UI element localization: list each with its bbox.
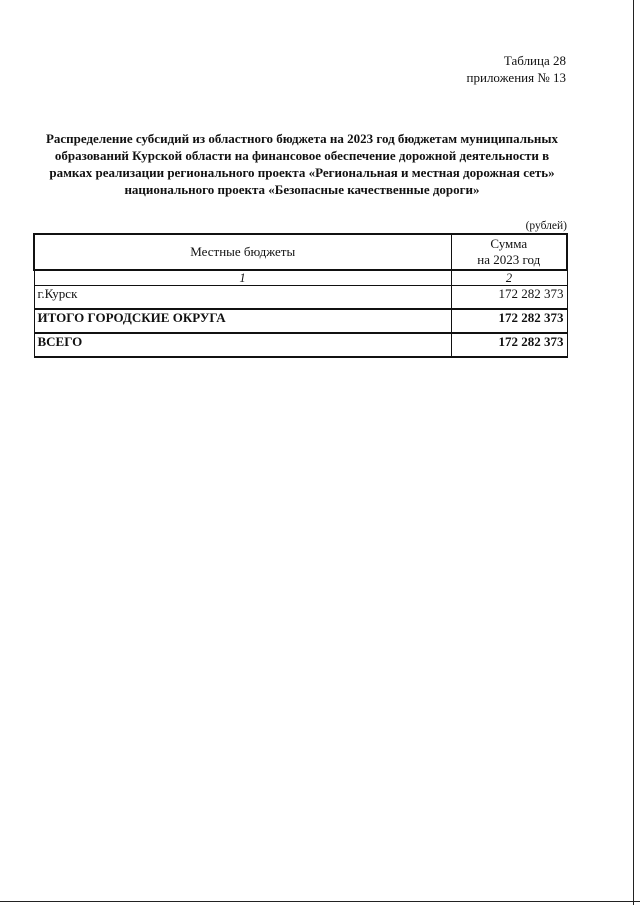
title-line: Распределение субсидий из областного бюджета на 2023 год бюджетам муниципальных	[45, 131, 559, 146]
table-number: Таблица 28	[503, 53, 566, 68]
table-reference	[467, 52, 566, 86]
column-number-2: 2	[451, 270, 567, 286]
row-value: 172 282 373	[451, 309, 567, 333]
row-name: ВСЕГО	[34, 333, 451, 357]
row-value: 172 282 373	[451, 286, 567, 310]
title-line: образований Курской области на финансовое обеспечение дорожной деятельности в	[54, 148, 550, 163]
document-title	[34, 130, 570, 198]
header-sum-line2: на 2023 год	[477, 252, 541, 267]
table-row-total	[34, 333, 567, 357]
row-value: 172 282 373	[451, 333, 567, 357]
table-row	[34, 286, 567, 310]
header-sum	[451, 234, 567, 270]
title-line: рамках реализации регионального проекта «Региональная и местная дорожная сеть»	[49, 165, 555, 180]
title-line: национального проекта «Безопасные качественные дороги»	[124, 182, 480, 197]
header-local-budgets: Местные бюджеты	[34, 234, 451, 270]
budget-table	[33, 233, 568, 358]
page-edge-right	[633, 0, 634, 905]
column-number-1: 1	[34, 270, 451, 286]
table-header-row	[34, 234, 567, 270]
page-edge-bottom	[0, 901, 640, 902]
unit-note: (рублей)	[525, 220, 567, 232]
row-name: ИТОГО ГОРОДСКИЕ ОКРУГА	[34, 309, 451, 333]
column-numbering-row	[34, 270, 567, 286]
row-name: г.Курск	[34, 286, 451, 310]
appendix-number: приложения № 13	[466, 70, 566, 85]
header-sum-line1: Сумма	[490, 236, 528, 251]
table-row-subtotal	[34, 309, 567, 333]
